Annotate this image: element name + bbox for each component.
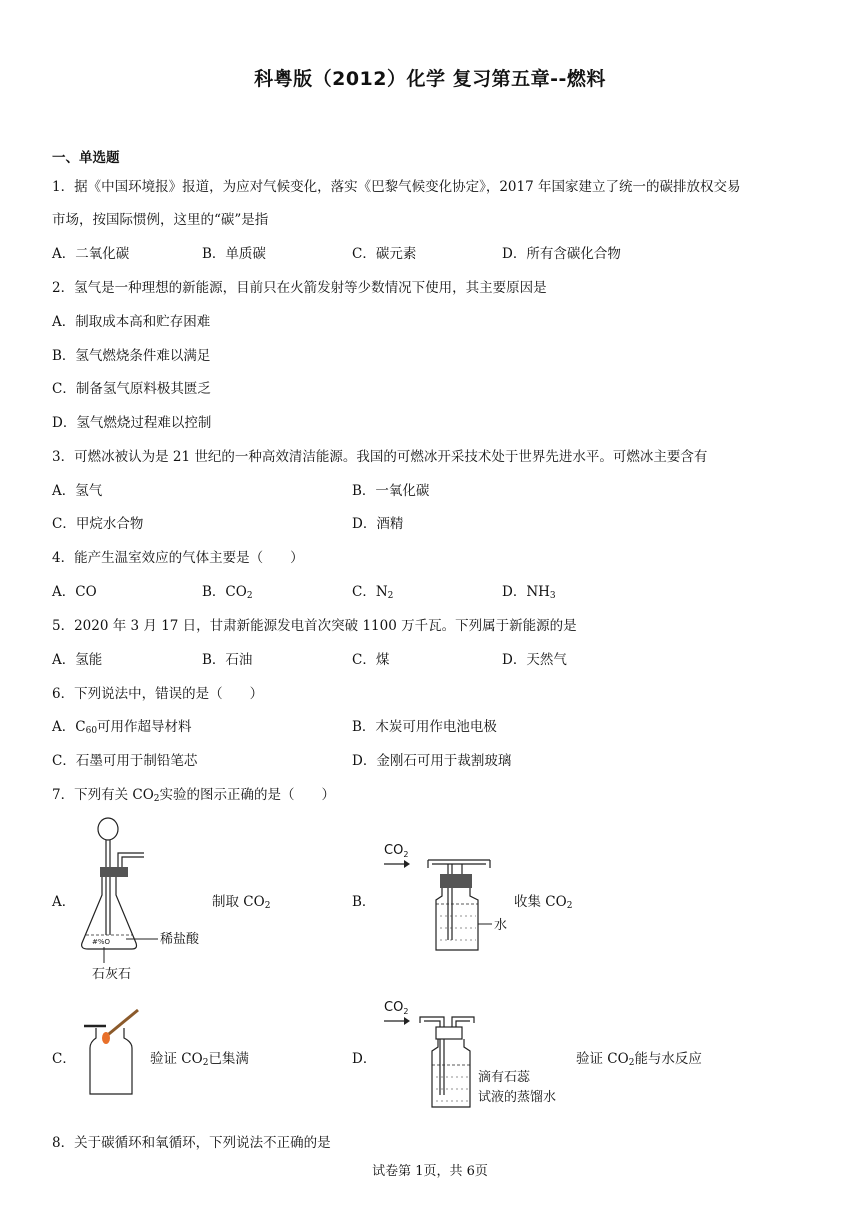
q1-option-a: A．二氧化碳 <box>52 246 130 262</box>
question-8-stem: 8．关于碳循环和氧循环，下列说法不正确的是 <box>52 1135 331 1151</box>
q5-option-b: B．石油 <box>202 652 253 668</box>
page-title: 科粤版（2012）化学 复习第五章--燃料 <box>254 68 606 90</box>
q4-option-d <box>502 580 556 601</box>
gas-collection-bottle-figure <box>380 838 520 958</box>
q7-c-caption-post: 已集满 <box>208 1051 249 1067</box>
question-1-line-2: 市场，按国际惯例，这里的“碳”是指 <box>52 212 269 228</box>
q6-option-a-post: 可用作超导材料 <box>97 719 192 735</box>
svg-text:CO2 <box>384 843 408 859</box>
q7-d-caption-post: 能与水反应 <box>634 1051 702 1067</box>
question-7-stem <box>52 783 335 804</box>
q7-option-a-caption <box>212 890 270 911</box>
svg-text:#%O: #%O <box>92 938 111 946</box>
q1-option-b: B．单质碳 <box>202 246 266 262</box>
q7-a-caption-sub: 2 <box>264 901 271 911</box>
q2-option-b: B．氢气燃烧条件难以满足 <box>52 348 211 364</box>
fig-d-gas: CO <box>384 1000 404 1015</box>
q4-option-c-sub: 2 <box>387 591 394 601</box>
q5-option-d: D．天然气 <box>502 652 567 668</box>
fig-b-gas: CO <box>384 843 404 858</box>
q7-c-caption-pre: 验证 CO <box>150 1051 203 1067</box>
q4-option-d-text: D．NH <box>502 584 550 600</box>
question-2-stem: 2．氢气是一种理想的新能源，目前只在火箭发射等少数情况下使用，其主要原因是 <box>52 280 547 296</box>
q6-option-c: C．石墨可用于制铅笔芯 <box>52 753 198 769</box>
q4-option-a <box>52 580 97 600</box>
q4-option-d-sub: 3 <box>549 591 556 601</box>
question-5-stem: 5．2020 年 3 月 17 日，甘肃新能源发电首次突破 1100 万千瓦。下列属于新能源的是 <box>52 618 577 634</box>
q6-option-a-sub: 60 <box>85 726 98 736</box>
q7-option-b-letter: B． <box>352 894 376 910</box>
fig-d-label-2: 试液的蒸馏水 <box>478 1090 557 1105</box>
q3-option-c: C．甲烷水合物 <box>52 516 144 532</box>
q1-option-c: C．碳元素 <box>352 246 417 262</box>
question-3-stem: 3．可燃冰被认为是 21 世纪的一种高效清洁能源。我国的可燃冰开采技术处于世界先进水平。可燃冰主要含有 <box>52 449 708 465</box>
page-footer: 试卷第 1页，共 6页 <box>372 1164 488 1179</box>
fig-a-label-limestone: 石灰石 <box>92 967 132 982</box>
q7-d-caption-sub: 2 <box>628 1058 635 1068</box>
q7-option-a-letter: A． <box>52 894 76 910</box>
q7-option-c-caption <box>150 1047 249 1068</box>
q3-option-a: A．氢气 <box>52 483 103 499</box>
question-4-stem: 4．能产生温室效应的气体主要是（ ） <box>52 550 304 566</box>
fig-b-gas-sub: 2 <box>403 850 409 859</box>
q7-d-caption-pre: 验证 CO <box>576 1051 629 1067</box>
q4-option-c <box>352 580 393 601</box>
q3-option-d: D．酒精 <box>352 516 404 532</box>
q5-option-a: A．氢能 <box>52 652 103 668</box>
q6-option-a-pre: A．C <box>52 719 86 735</box>
q5-option-c: C．煤 <box>352 652 390 668</box>
q7-c-caption-sub: 2 <box>202 1058 209 1068</box>
q2-option-d: D．氢气燃烧过程难以控制 <box>52 415 212 431</box>
q2-option-c: C．制备氢气原料极其匮乏 <box>52 381 211 397</box>
q4-option-c-text: C．N <box>352 584 388 600</box>
q6-option-b: B．木炭可用作电池电极 <box>352 719 497 735</box>
q7-stem-pre: 7．下列有关 CO <box>52 787 154 803</box>
erlenmeyer-flask-apparatus-figure <box>76 815 216 985</box>
q7-stem-sub: 2 <box>153 794 160 804</box>
fig-b-label-water: 水 <box>494 918 508 933</box>
question-1-line-1: 1．据《中国环境报》报道，为应对气候变化，落实《巴黎气候变化协定》，2017 年国家建立了统一的碳排放权交易 <box>52 179 741 195</box>
svg-text:CO2 <box>384 1000 408 1016</box>
q7-option-c-letter: C． <box>52 1051 76 1067</box>
q7-option-b-caption <box>514 890 572 911</box>
q4-option-b <box>202 580 253 601</box>
q7-option-d-caption <box>576 1047 702 1068</box>
q6-option-d: D．金刚石可用于裁割玻璃 <box>352 753 512 769</box>
q6-option-a <box>52 715 192 736</box>
q7-stem-post: 实验的图示正确的是（ ） <box>159 787 336 803</box>
section-heading: 一、单选题 <box>52 150 120 166</box>
q4-option-b-text: B．CO <box>202 584 247 600</box>
q7-b-caption-sub: 2 <box>566 901 573 911</box>
question-6-stem: 6．下列说法中，错误的是（ ） <box>52 686 264 702</box>
q4-option-a-text: A．CO <box>52 584 97 600</box>
fig-d-label-1: 滴有石蕊 <box>478 1070 531 1085</box>
litmus-test-bottle-figure <box>380 995 580 1115</box>
q7-a-caption-pre: 制取 CO <box>212 894 265 910</box>
q1-option-d: D．所有含碳化合物 <box>502 246 621 262</box>
q4-option-b-sub: 2 <box>246 591 253 601</box>
q3-option-b: B．一氧化碳 <box>352 483 430 499</box>
fig-d-gas-sub: 2 <box>403 1007 409 1016</box>
q2-option-a: A．制取成本高和贮存困难 <box>52 314 211 330</box>
bottle-with-burning-stick-figure <box>76 1008 156 1100</box>
q7-b-caption-pre: 收集 CO <box>514 894 567 910</box>
fig-a-label-hcl: 稀盐酸 <box>160 932 200 947</box>
q7-option-d-letter: D． <box>352 1051 377 1067</box>
